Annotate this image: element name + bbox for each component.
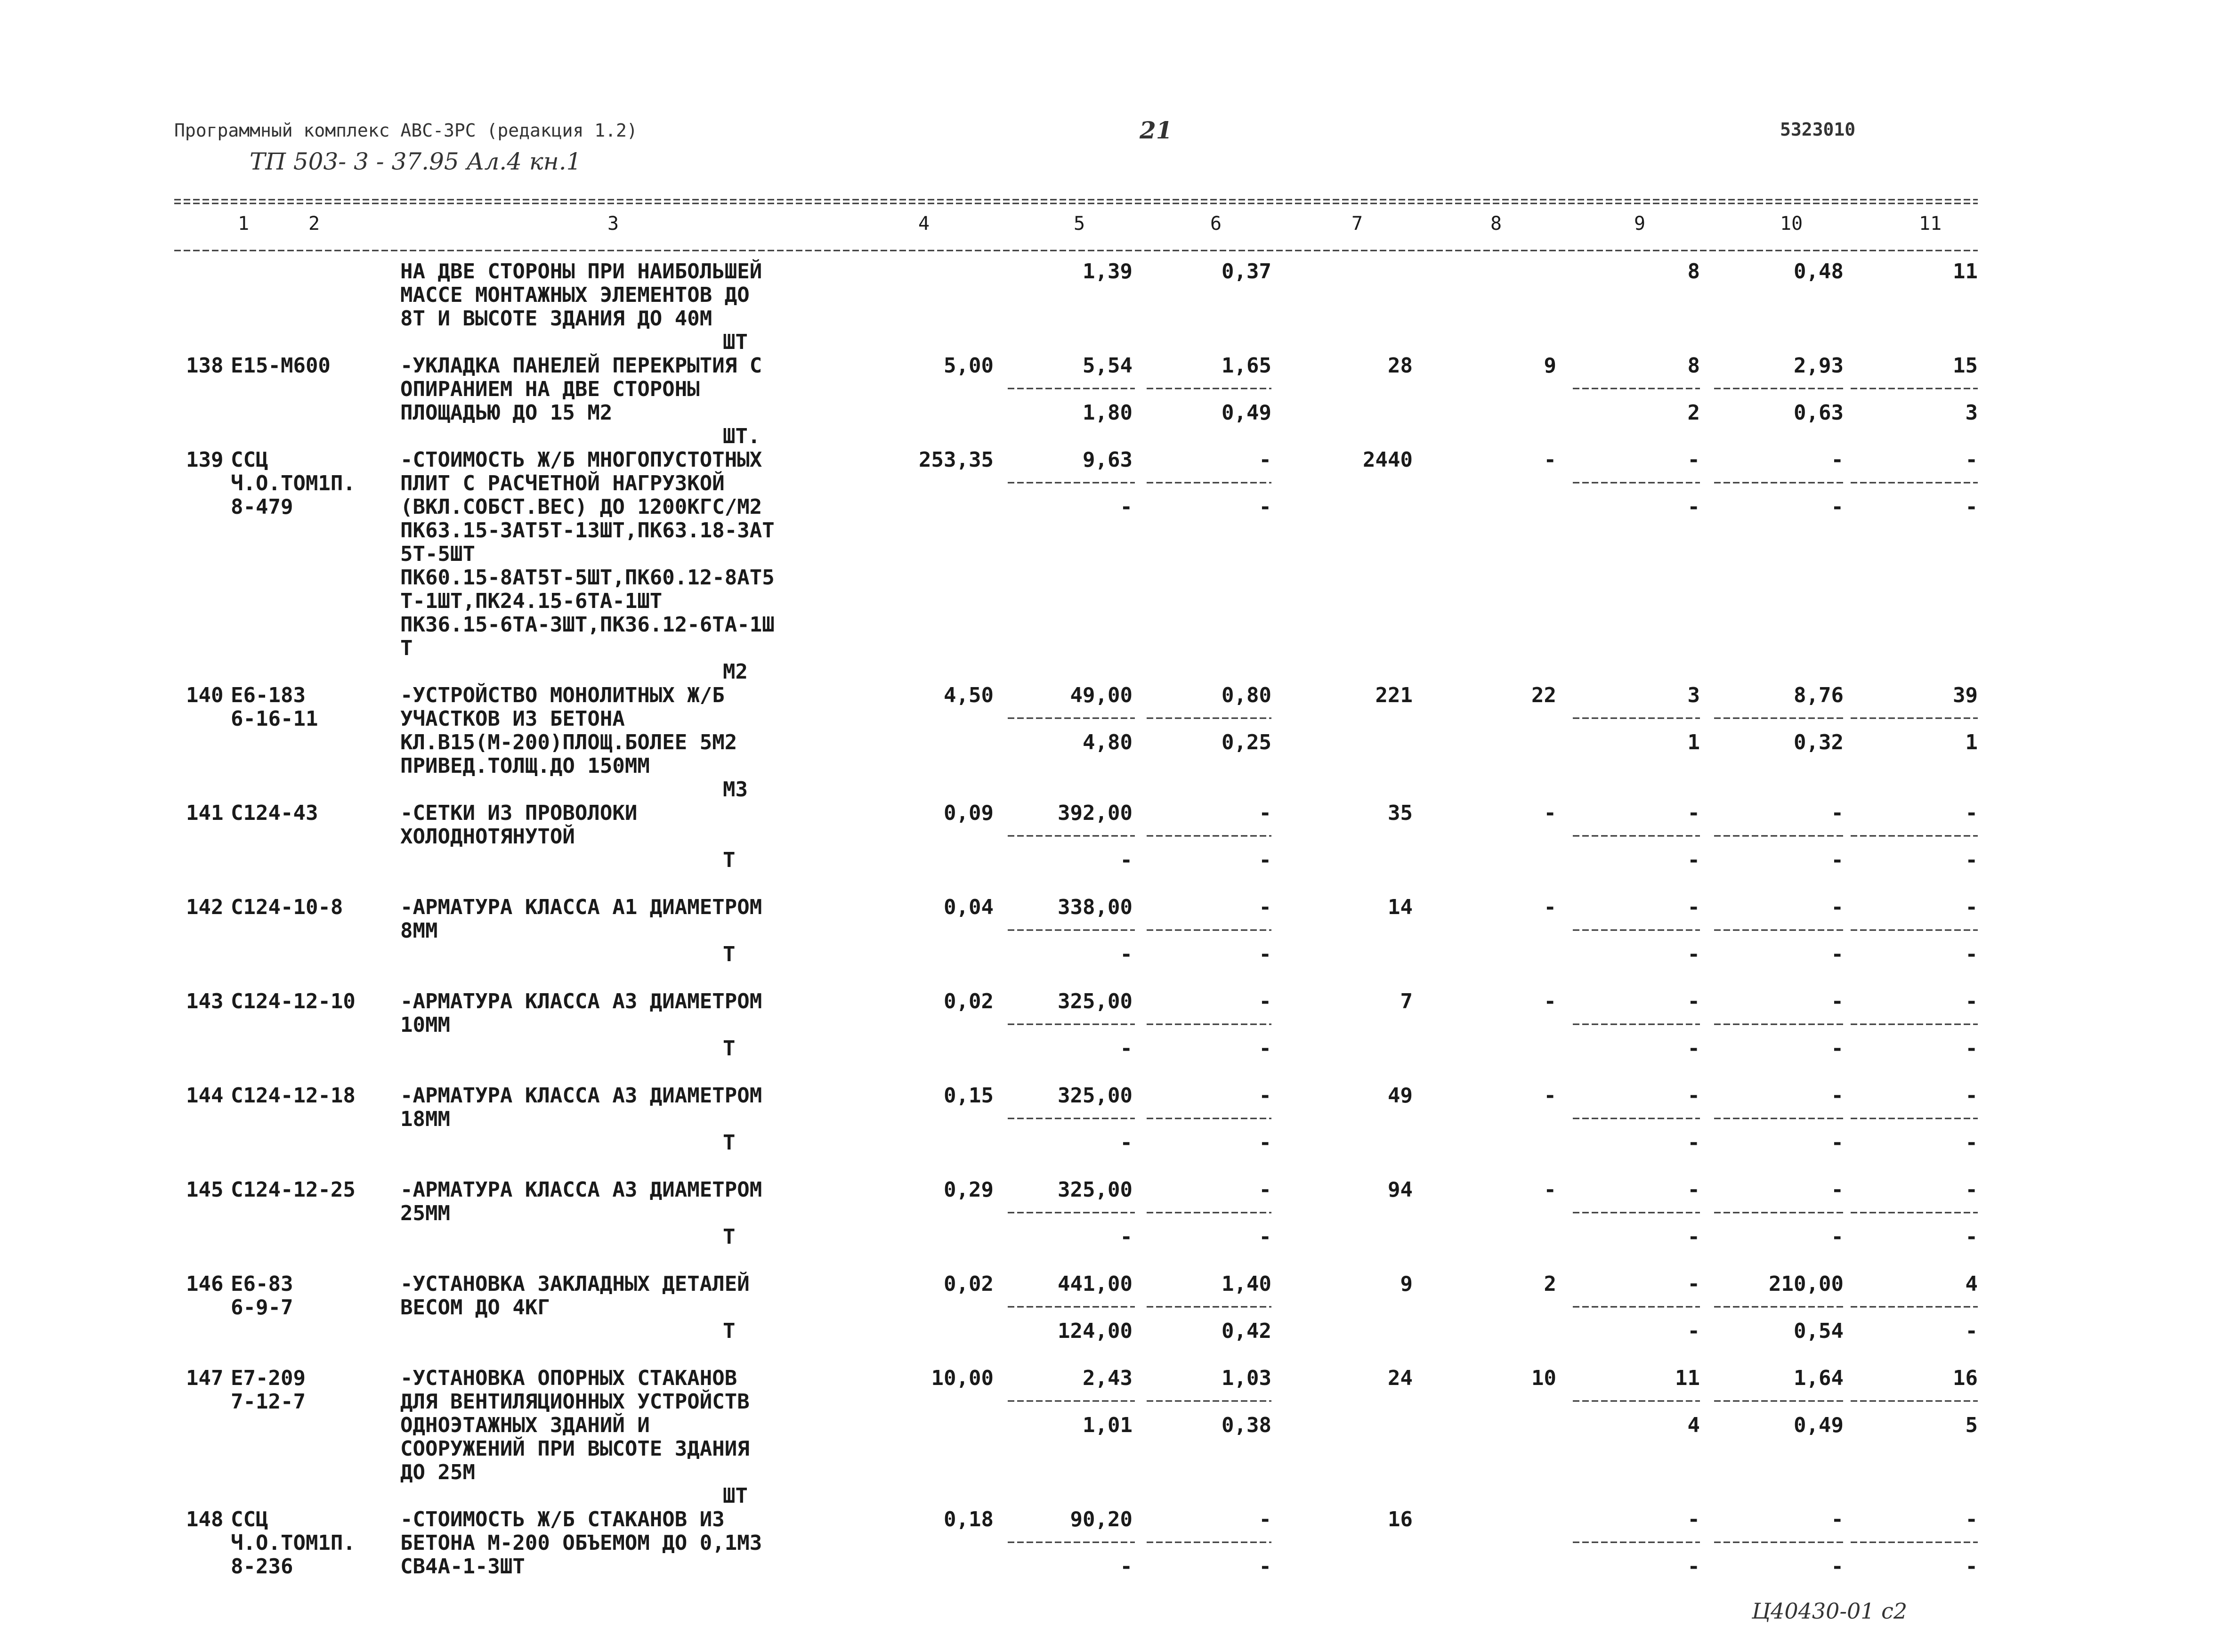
labor-total-machines: 3: [1965, 401, 1978, 425]
total-cost: 14: [1388, 895, 1413, 919]
quantity: 0,18: [944, 1507, 994, 1531]
total-machines: -: [1687, 895, 1700, 919]
cost-wages: -: [1120, 1225, 1133, 1249]
labor-unit-machines: -: [1831, 1131, 1844, 1155]
cost-machines: -: [1259, 1084, 1271, 1108]
norm-code: С124-12-10: [231, 989, 356, 1013]
cost-wages: 4,80: [1083, 730, 1133, 754]
labor-unit-machines: -: [1831, 495, 1844, 519]
total-machines-wages: -: [1687, 1225, 1700, 1249]
work-description: (ВКЛ.СОБСТ.ВЕС) ДО 1200КГС/М2: [400, 495, 762, 519]
work-description: -СТОИМОСТЬ Ж/Б МНОГОПУСТОТНЫХ: [400, 448, 762, 472]
column-header-5: 5: [1074, 213, 1085, 235]
labor-total-machines: -: [1965, 495, 1978, 519]
labor-total: 15: [1953, 354, 1978, 378]
total-machines: 8: [1687, 354, 1700, 378]
column-header-11: 11: [1919, 213, 1942, 235]
work-description: ДО 25М: [400, 1460, 475, 1484]
cost-machines-wages: 0,49: [1222, 401, 1271, 425]
total-cost: 28: [1388, 354, 1413, 378]
work-description: ДЛЯ ВЕНТИЛЯЦИОННЫХ УСТРОЙСТВ: [400, 1390, 750, 1414]
labor-unit: 8,76: [1794, 683, 1844, 707]
cost-total: 325,00: [1058, 1084, 1133, 1108]
total-cost: 24: [1388, 1366, 1413, 1390]
labor-total-machines: 1: [1965, 730, 1978, 754]
total-machines: 8: [1687, 259, 1700, 283]
unit-label: М2: [723, 660, 748, 684]
norm-code: Е6-83: [231, 1272, 293, 1296]
total-cost: 221: [1375, 683, 1413, 707]
labor-total-machines: -: [1965, 1131, 1978, 1155]
row-number: 144: [186, 1084, 224, 1108]
total-machines-wages: -: [1687, 848, 1700, 872]
work-description: Т-1ШТ,ПК24.15-6ТА-1ШТ: [400, 589, 663, 613]
norm-code: 6-16-11: [231, 707, 318, 731]
cost-machines-wages: -: [1259, 848, 1271, 872]
cost-total: 441,00: [1058, 1272, 1133, 1296]
unit-label: Т: [723, 942, 736, 966]
labor-unit: -: [1831, 989, 1844, 1013]
labor-total-machines: -: [1965, 1225, 1978, 1249]
column-header-4: 4: [918, 213, 930, 235]
unit-label: Т: [723, 1037, 736, 1061]
norm-code: Е7-209: [231, 1366, 306, 1390]
labor-total-machines: -: [1965, 1037, 1978, 1061]
total-machines-wages: -: [1687, 1319, 1700, 1343]
cost-machines: 1,03: [1222, 1366, 1271, 1390]
column-header-1: 1: [238, 213, 250, 235]
unit-label: М3: [723, 777, 748, 802]
labor-total-machines: -: [1965, 942, 1978, 966]
total-machines: -: [1687, 801, 1700, 825]
work-description: 10ММ: [400, 1013, 450, 1037]
quantity: 5,00: [944, 354, 994, 378]
total-wages: -: [1544, 1084, 1556, 1108]
norm-code: С124-10-8: [231, 895, 343, 919]
work-description: -УСТАНОВКА ОПОРНЫХ СТАКАНОВ: [400, 1366, 737, 1390]
work-description: МАССЕ МОНТАЖНЫХ ЭЛЕМЕНТОВ ДО: [400, 283, 750, 307]
row-number: 143: [186, 989, 224, 1013]
total-cost: 7: [1400, 989, 1413, 1013]
work-description: БЕТОНА М-200 ОБЪЕМОМ ДО 0,1М3: [400, 1531, 762, 1555]
total-machines-wages: -: [1687, 942, 1700, 966]
labor-unit: -: [1831, 1507, 1844, 1531]
row-number: 145: [186, 1178, 224, 1202]
cost-machines: -: [1259, 448, 1271, 472]
work-description: -АРМАТУРА КЛАССА А1 ДИАМЕТРОМ: [400, 895, 762, 919]
labor-total-machines: -: [1965, 848, 1978, 872]
cost-machines-wages: 0,42: [1222, 1319, 1271, 1343]
labor-unit: -: [1831, 1084, 1844, 1108]
cost-wages: 124,00: [1058, 1319, 1133, 1343]
work-description: Т: [400, 636, 413, 660]
row-number: 140: [186, 683, 224, 707]
cost-total: 338,00: [1058, 895, 1133, 919]
unit-label: Т: [723, 848, 736, 872]
work-description: -СТОИМОСТЬ Ж/Б СТАКАНОВ ИЗ: [400, 1507, 725, 1531]
norm-code: С124-43: [231, 801, 318, 825]
total-cost: 16: [1388, 1507, 1413, 1531]
labor-total: 39: [1953, 683, 1978, 707]
quantity: 10,00: [931, 1366, 994, 1390]
labor-unit: 2,93: [1794, 354, 1844, 378]
unit-label: ШТ.: [723, 424, 761, 448]
labor-total: -: [1965, 1178, 1978, 1202]
cost-total: 90,20: [1070, 1507, 1133, 1531]
total-machines: -: [1687, 1178, 1700, 1202]
labor-unit: 210,00: [1769, 1272, 1844, 1296]
cost-machines: -: [1259, 989, 1271, 1013]
column-header-8: 8: [1490, 213, 1502, 235]
labor-unit: -: [1831, 895, 1844, 919]
labor-total: -: [1965, 801, 1978, 825]
work-description: -СЕТКИ ИЗ ПРОВОЛОКИ: [400, 801, 638, 825]
column-header-3: 3: [607, 213, 619, 235]
unit-label: ШТ: [723, 1484, 748, 1508]
unit-label: ШТ: [723, 330, 748, 354]
total-machines: -: [1687, 448, 1700, 472]
cost-total: 9,63: [1083, 448, 1133, 472]
labor-unit: 0,48: [1794, 259, 1844, 283]
labor-unit: -: [1831, 1178, 1844, 1202]
labor-unit-machines: -: [1831, 942, 1844, 966]
quantity: 0,04: [944, 895, 994, 919]
quantity: 0,02: [944, 989, 994, 1013]
labor-unit: -: [1831, 801, 1844, 825]
document-code: 5323010: [1780, 119, 1856, 140]
total-wages: -: [1544, 989, 1556, 1013]
work-description: -УСТАНОВКА ЗАКЛАДНЫХ ДЕТАЛЕЙ: [400, 1272, 750, 1296]
norm-code: 8-236: [231, 1555, 293, 1579]
cost-machines-wages: -: [1259, 1225, 1271, 1249]
cost-wages: -: [1120, 848, 1133, 872]
work-description: КЛ.В15(М-200)ПЛОЩ.БОЛЕЕ 5М2: [400, 730, 737, 754]
total-machines: -: [1687, 1507, 1700, 1531]
total-machines-wages: 1: [1687, 730, 1700, 754]
cost-total: 392,00: [1058, 801, 1133, 825]
total-cost: 9: [1400, 1272, 1413, 1296]
total-cost: 94: [1388, 1178, 1413, 1202]
quantity: 0,15: [944, 1084, 994, 1108]
total-machines-wages: -: [1687, 1555, 1700, 1579]
cost-wages: -: [1120, 1131, 1133, 1155]
cost-machines: -: [1259, 1507, 1271, 1531]
quantity: 0,02: [944, 1272, 994, 1296]
quantity: 4,50: [944, 683, 994, 707]
labor-total: 4: [1965, 1272, 1978, 1296]
work-description: ВЕСОМ ДО 4КГ: [400, 1296, 550, 1320]
total-machines: -: [1687, 989, 1700, 1013]
work-description: ПК60.15-8АТ5Т-5ШТ,ПК60.12-8АТ5: [400, 566, 775, 590]
work-description: ХОЛОДНОТЯНУТОЙ: [400, 825, 575, 849]
cost-total: 1,39: [1083, 259, 1133, 283]
work-description: -УКЛАДКА ПАНЕЛЕЙ ПЕРЕКРЫТИЯ С: [400, 354, 762, 378]
cost-total: 5,54: [1083, 354, 1133, 378]
row-number: 146: [186, 1272, 224, 1296]
norm-code: 7-12-7: [231, 1390, 306, 1414]
norm-code: ССЦ: [231, 448, 268, 472]
work-description: ПРИВЕД.ТОЛЩ.ДО 150ММ: [400, 754, 650, 778]
footer-handwritten: Ц40430-01 с2: [1752, 1598, 1908, 1624]
cost-wages: -: [1120, 1555, 1133, 1579]
cost-wages: -: [1120, 1037, 1133, 1061]
total-cost: 2440: [1363, 448, 1413, 472]
program-title: Программный комплекс АВС-ЗРС (редакция 1.2): [174, 120, 638, 141]
total-wages: -: [1544, 801, 1556, 825]
work-description: ОДНОЭТАЖНЫХ ЗДАНИЙ И: [400, 1413, 650, 1437]
cost-machines-wages: -: [1259, 1555, 1271, 1579]
cost-machines-wages: 0,25: [1222, 730, 1271, 754]
cost-total: 49,00: [1070, 683, 1133, 707]
work-description: СВ4А-1-3ШТ: [400, 1555, 525, 1579]
labor-total: -: [1965, 448, 1978, 472]
row-number: 148: [186, 1507, 224, 1531]
cost-wages: -: [1120, 495, 1133, 519]
unit-label: Т: [723, 1131, 736, 1155]
row-number: 142: [186, 895, 224, 919]
total-machines: -: [1687, 1084, 1700, 1108]
labor-total: -: [1965, 989, 1978, 1013]
work-description: 18ММ: [400, 1107, 450, 1131]
work-description: ПЛИТ С РАСЧЕТНОЙ НАГРУЗКОЙ: [400, 471, 725, 495]
total-machines: 3: [1687, 683, 1700, 707]
labor-unit-machines: -: [1831, 1555, 1844, 1579]
work-description: 25ММ: [400, 1201, 450, 1225]
work-description: ПЛОЩАДЬЮ ДО 15 М2: [400, 401, 613, 425]
labor-unit-machines: -: [1831, 1037, 1844, 1061]
norm-code: Е6-183: [231, 683, 306, 707]
norm-code: Е15-М600: [231, 354, 331, 378]
work-description: 8Т И ВЫСОТЕ ЗДАНИЯ ДО 40М: [400, 307, 712, 331]
cost-machines-wages: -: [1259, 942, 1271, 966]
work-description: ОПИРАНИЕМ НА ДВЕ СТОРОНЫ: [400, 377, 700, 401]
norm-code: 6-9-7: [231, 1296, 293, 1320]
row-number: 141: [186, 801, 224, 825]
labor-unit: -: [1831, 448, 1844, 472]
cost-machines-wages: -: [1259, 495, 1271, 519]
column-header-10: 10: [1780, 213, 1803, 235]
labor-total: 16: [1953, 1366, 1978, 1390]
total-wages: -: [1544, 448, 1556, 472]
cost-total: 2,43: [1083, 1366, 1133, 1390]
project-handwritten: ТП 503- 3 - 37.95 Ал.4 кн.1: [250, 148, 582, 175]
unit-label: Т: [723, 1225, 736, 1249]
page-number: 21: [1140, 116, 1173, 144]
labor-total-machines: -: [1965, 1555, 1978, 1579]
norm-code: С124-12-18: [231, 1084, 356, 1108]
column-header-9: 9: [1634, 213, 1646, 235]
quantity: 0,29: [944, 1178, 994, 1202]
labor-unit-machines: 0,49: [1794, 1413, 1844, 1437]
row-number: 139: [186, 448, 224, 472]
cost-machines: 1,40: [1222, 1272, 1271, 1296]
total-machines-wages: -: [1687, 1131, 1700, 1155]
norm-code: 8-479: [231, 495, 293, 519]
labor-unit-machines: -: [1831, 848, 1844, 872]
total-wages: 2: [1544, 1272, 1556, 1296]
total-machines: 11: [1675, 1366, 1700, 1390]
total-machines-wages: -: [1687, 495, 1700, 519]
work-description: -УСТРОЙСТВО МОНОЛИТНЫХ Ж/Б: [400, 683, 725, 707]
labor-total: -: [1965, 895, 1978, 919]
norm-code: Ч.О.ТОМ1П.: [231, 1531, 356, 1555]
work-description: ПК63.15-3АТ5Т-13ШТ,ПК63.18-3АТ: [400, 518, 775, 543]
labor-total-machines: 5: [1965, 1413, 1978, 1437]
cost-machines: 0,37: [1222, 259, 1271, 283]
labor-unit-machines: -: [1831, 1225, 1844, 1249]
labor-unit-machines: 0,54: [1794, 1319, 1844, 1343]
labor-total: -: [1965, 1507, 1978, 1531]
cost-machines: -: [1259, 1178, 1271, 1202]
norm-code: ССЦ: [231, 1507, 268, 1531]
labor-total-machines: -: [1965, 1319, 1978, 1343]
cost-machines: 1,65: [1222, 354, 1271, 378]
work-description: СООРУЖЕНИЙ ПРИ ВЫСОТЕ ЗДАНИЯ: [400, 1437, 750, 1461]
quantity: 253,35: [919, 448, 994, 472]
cost-machines-wages: 0,38: [1222, 1413, 1271, 1437]
work-description: -АРМАТУРА КЛАССА А3 ДИАМЕТРОМ: [400, 1178, 762, 1202]
labor-unit-machines: 0,63: [1794, 401, 1844, 425]
cost-machines: -: [1259, 895, 1271, 919]
cost-machines-wages: -: [1259, 1131, 1271, 1155]
labor-unit: 1,64: [1794, 1366, 1844, 1390]
norm-code: Ч.О.ТОМ1П.: [231, 471, 356, 495]
cost-total: 325,00: [1058, 1178, 1133, 1202]
total-wages: 9: [1544, 354, 1556, 378]
row-number: 147: [186, 1366, 224, 1390]
row-number: 138: [186, 354, 224, 378]
work-description: -АРМАТУРА КЛАССА А3 ДИАМЕТРОМ: [400, 989, 762, 1013]
quantity: 0,09: [944, 801, 994, 825]
labor-unit-machines: 0,32: [1794, 730, 1844, 754]
total-wages: 10: [1531, 1366, 1556, 1390]
work-description: ПК36.15-6ТА-3ШТ,ПК36.12-6ТА-1Ш: [400, 613, 775, 637]
total-machines-wages: -: [1687, 1037, 1700, 1061]
cost-machines-wages: -: [1259, 1037, 1271, 1061]
total-machines-wages: 2: [1687, 401, 1700, 425]
work-description: 8ММ: [400, 919, 438, 943]
labor-total: 11: [1953, 259, 1978, 283]
total-machines-wages: 4: [1687, 1413, 1700, 1437]
work-description: -АРМАТУРА КЛАССА А3 ДИАМЕТРОМ: [400, 1084, 762, 1108]
column-header-2: 2: [308, 213, 320, 235]
total-cost: 35: [1388, 801, 1413, 825]
cost-wages: 1,01: [1083, 1413, 1133, 1437]
cost-wages: 1,80: [1083, 401, 1133, 425]
norm-code: С124-12-25: [231, 1178, 356, 1202]
unit-label: Т: [723, 1319, 736, 1343]
column-header-7: 7: [1351, 213, 1363, 235]
cost-machines: 0,80: [1222, 683, 1271, 707]
total-wages: -: [1544, 895, 1556, 919]
total-machines: -: [1687, 1272, 1700, 1296]
cost-wages: -: [1120, 942, 1133, 966]
work-description: НА ДВЕ СТОРОНЫ ПРИ НАИБОЛЬШЕЙ: [400, 259, 762, 283]
labor-total: -: [1965, 1084, 1978, 1108]
work-description: УЧАСТКОВ ИЗ БЕТОНА: [400, 707, 625, 731]
total-cost: 49: [1388, 1084, 1413, 1108]
cost-machines: -: [1259, 801, 1271, 825]
total-wages: -: [1544, 1178, 1556, 1202]
total-wages: 22: [1531, 683, 1556, 707]
cost-total: 325,00: [1058, 989, 1133, 1013]
column-header-6: 6: [1210, 213, 1222, 235]
work-description: 5Т-5ШТ: [400, 542, 475, 566]
